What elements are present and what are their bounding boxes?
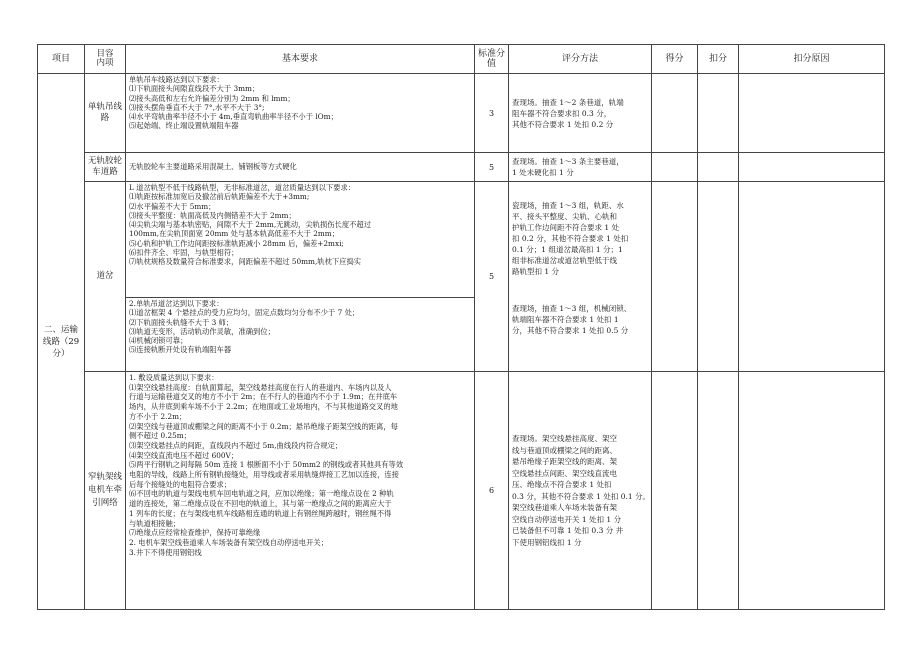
req-line: L 道岔轨型不低于线路轨型，无非标准道岔，道岔质量达到以下要求： <box>129 183 356 192</box>
score-turnout: 5 <box>475 182 509 372</box>
method-line: 扣 0.2 分，其他不符合要求 1 处扣 <box>512 234 629 243</box>
req-line: ⑷机械闭锁可靠； <box>129 336 188 346</box>
req-line: ⑶轨道无变形，活动轨动作灵敏，准确到位； <box>129 326 275 336</box>
reason-cell[interactable] <box>739 153 885 182</box>
req-line: 场内，从井底到乘车场不小于 2.2m；在地面或工业场地内，不与其他道路交叉的地 <box>129 402 398 412</box>
req-turnout-part1 <box>126 182 474 298</box>
req-line: ⑶架空线悬挂点的间距，直线段内不超过 5m,曲线段内符合规定； <box>129 440 343 450</box>
method-turnout <box>509 182 652 372</box>
req-line: ⑴道岔框架 4 个悬挂点的受力应均匀，固定点数均匀分布不少于 7 处； <box>129 308 360 318</box>
req-line: ⑹不回电的轨道与架线电机车回电轨道之间，应加以绝缘；第一绝缘点设在 2 种轨 <box>129 489 394 499</box>
deduct-cell[interactable] <box>698 74 739 153</box>
method-line: 其他不符合要求 1 处扣 0.2 分 <box>512 119 614 129</box>
header-requirement: 基本要求 <box>126 45 475 74</box>
req-line: 1 列车的长度；在与架线电机车线路相连通的轨道上有钢丝绳跨越时，钢丝绳不得 <box>129 508 392 518</box>
item-turnout: 道岔 <box>85 182 126 372</box>
method-line: 路轨型扣 1 分 <box>512 267 560 276</box>
deduct-cell[interactable] <box>698 372 739 610</box>
method-line: 线与巷道顶或棚梁之间的距离、 <box>512 445 617 455</box>
req-line: 行道与运输巷道交叉的地方不小于 2m；在不行人的巷道内不小于 1.9m；在井底车 <box>129 392 398 402</box>
row-trolley <box>38 372 885 610</box>
req-line: 侧不超过 0.25m； <box>129 431 191 441</box>
req-line: ⑺轨枕规格及数量符合标准要求，间距偏差不超过 50mm,轨枕下应捣实 <box>129 257 362 267</box>
req-line: 道的连接处，第二绝缘点设在不回电的轨道上，其与第一绝缘点之间的距离应大于 <box>129 499 392 509</box>
reason-cell[interactable] <box>739 372 885 610</box>
req-line: 电阻的导线，线路上所有钢轨接缝处，用导线或者采用轨缝焊接工艺加以连接，连接 <box>129 470 399 480</box>
method-line: 空线悬挂点间距、架空线直流电 <box>512 468 617 478</box>
req-line: ⑺绝缘点应经常检查维护，保持可靠绝缘 <box>129 528 261 538</box>
method-line: 组非标准道岔或道岔轨型低于线 <box>512 256 617 265</box>
req-line: ⑴轨距按标准加宽后及撤岔前后轨距偏差不大于+3mm; <box>129 192 310 202</box>
req-line: ⑵接头高低和左右允许偏差分别为 2mm 和 lmm； <box>129 93 295 103</box>
req-line: ⑸起始端、终止端设置轨端阻车器 <box>129 121 239 131</box>
req-line: ⑵下轨面接头轨缝不大于 3 师； <box>129 317 234 327</box>
header-reason: 扣分原因 <box>739 45 885 74</box>
section-label: 二、运输 线路（29 分） <box>38 74 85 610</box>
req-line: 3.井下不得使用钢铝线 <box>129 547 202 557</box>
score-got-cell[interactable] <box>652 372 698 610</box>
deduct-cell[interactable] <box>698 153 739 182</box>
method-line: 架空线巷道乘人车场未装备有架 <box>512 503 617 512</box>
method-line: 护轨工作边间距不符合要求 1 处 <box>512 223 620 232</box>
req-line: ⑴架空线悬挂高度：自轨面算起，架空线悬挂高度在行人的巷道内、车场内以及人 <box>129 382 392 392</box>
method-monorail <box>509 74 652 153</box>
req-line: ⑶接头平整度：轨面高低及内侧错差不大于 2mm； <box>129 210 296 220</box>
req-line: ⑹扣件齐全、牢固，与轨型相符； <box>129 248 239 258</box>
method-line: 分，其他不符合要求 1 处扣 0.5 分 <box>512 326 629 335</box>
req-trackless <box>126 153 475 182</box>
method-line: 0.3 分，其他不符合要求 1 处扣 0.1 分。 <box>512 491 651 501</box>
req-line: 与轨道相接触； <box>129 518 181 528</box>
method-line: 下使用钢铝线扣 1 分 <box>512 537 582 547</box>
row-trackless <box>38 153 885 182</box>
method-line: 平、接头平整度、尖轨、心轨和 <box>512 212 617 221</box>
req-line: ⑷水平弯轨曲率半径不小于 4m,垂直弯轨曲率半径不小于 lOm； <box>129 112 338 122</box>
score-monorail: 3 <box>475 74 509 153</box>
req-line: 无轨胶轮车主要道路采用混凝土、铺钢板等方式硬化 <box>129 162 297 172</box>
req-line: ⑵架空线与巷道顶或棚梁之间的距离不小于 0.2m；悬吊绝缘子距架空线的距离，每 <box>129 421 398 431</box>
req-line: ⑵水平偏差不大于 5mm； <box>129 201 216 211</box>
method-line: 悬吊绝缘子距架空线的距离、架 <box>512 457 617 466</box>
reason-cell[interactable] <box>739 74 885 153</box>
score-got-cell[interactable] <box>652 182 698 372</box>
req-line: ⑷架空线直流电压不超过 600V； <box>129 450 239 460</box>
req-line: ⑸心轨和护轨工作边间距按标准轨距减小 28mm 后，偏差+2mxi; <box>129 238 344 248</box>
req-line: 后每个接缝处的电阻符合要求； <box>129 479 232 489</box>
method-line: 空线自动停送电开关 1 处扣 1 分 <box>512 514 622 524</box>
method-turnout-part2 <box>509 295 651 336</box>
score-got-cell[interactable] <box>652 74 698 153</box>
method-line: 查现场，抽查 1～3 组，机械闭锁、 <box>512 304 632 313</box>
header-item: 目容 内项 <box>85 45 126 74</box>
req-line: ⑸两平行钢轨之间每隔 50m 连接 1 根断面不小于 50mm2 的钢线或者其他具有等效 <box>129 460 404 470</box>
method-turnout-part1 <box>509 182 651 295</box>
score-trolley: 6 <box>475 372 509 610</box>
header-row <box>38 45 885 74</box>
req-monorail <box>126 74 475 153</box>
req-line: 2.单轨吊道岔达到以下要求： <box>129 299 224 308</box>
method-line: 轨端阻车器不符合要求 1 处扣 1 <box>512 315 619 324</box>
req-turnout-part2 <box>126 298 474 356</box>
req-line: 单轨吊车线路达到以下要求： <box>129 75 224 84</box>
item-trolley: 窄轨架线 电机车牵 引网络 <box>85 372 126 610</box>
item-trackless: 无轨胶轮 车道路 <box>85 153 126 182</box>
header-got: 得分 <box>652 45 698 74</box>
req-line: 1. 敷设质量达到以下要求： <box>129 373 219 382</box>
req-trolley <box>126 372 475 610</box>
method-trackless <box>509 153 652 182</box>
item-monorail: 单轨吊线 路 <box>85 74 126 153</box>
req-turnout <box>126 182 475 372</box>
header-method: 评分方法 <box>509 45 652 74</box>
method-line: 阻车器不符合要求扣 0.3 分， <box>512 108 612 118</box>
method-line: 瓷现场，抽查 1～3 组，轨距、水 <box>512 201 624 210</box>
method-line: 查现场。抽查 1～3 条主要巷道， <box>512 157 624 166</box>
req-line: ⑴下轨面接头间隙直线段不大于 3mm； <box>129 84 260 94</box>
row-monorail <box>38 74 885 153</box>
req-line: ⑸连接轨断开处设有轨端阻车器 <box>129 345 232 355</box>
scoring-table <box>37 44 885 610</box>
method-line: 1 处未硬化扣 1 分 <box>512 168 574 177</box>
method-line: 压、绝缘点不符合要求 1 处扣 <box>512 480 612 489</box>
method-line: 查现场。抽查 1～2 条巷道，轨端 <box>512 97 624 107</box>
score-got-cell[interactable] <box>652 153 698 182</box>
header-score: 标准分 值 <box>475 45 509 74</box>
method-line: 已装备但不可靠 1 处扣 0.3 分 井 <box>512 526 624 535</box>
method-trolley <box>509 372 652 610</box>
req-line: 100mm,在尖轨顶面宽 20mm 处与基本轨高低差不大于 2mm； <box>129 229 339 239</box>
row-turnout <box>38 182 885 372</box>
method-line: 查现场。架空线悬挂高度、架空 <box>512 434 617 443</box>
method-line: 0.1 分；1 组道岔最高扣 1 分；1 <box>512 245 623 254</box>
header-project: 项目 <box>38 45 85 74</box>
reason-cell[interactable] <box>739 182 885 372</box>
header-deduct: 扣分 <box>698 45 739 74</box>
score-trackless: 5 <box>475 153 509 182</box>
req-line: 2. 电机车架空线巷道乘人车场装备有架空线自动停送电开关； <box>129 537 328 547</box>
req-line: ⑶接头摆角垂直不大于 7°,水平不大于 3°; <box>129 102 265 112</box>
req-line: 方不小于 2.2m； <box>129 411 187 421</box>
deduct-cell[interactable] <box>698 182 739 372</box>
req-line: ⑷尖轨尖端与基本轨密贴，间隙不大于 2mm,无跳动，尖轨损伤长度不超过 <box>129 220 372 230</box>
